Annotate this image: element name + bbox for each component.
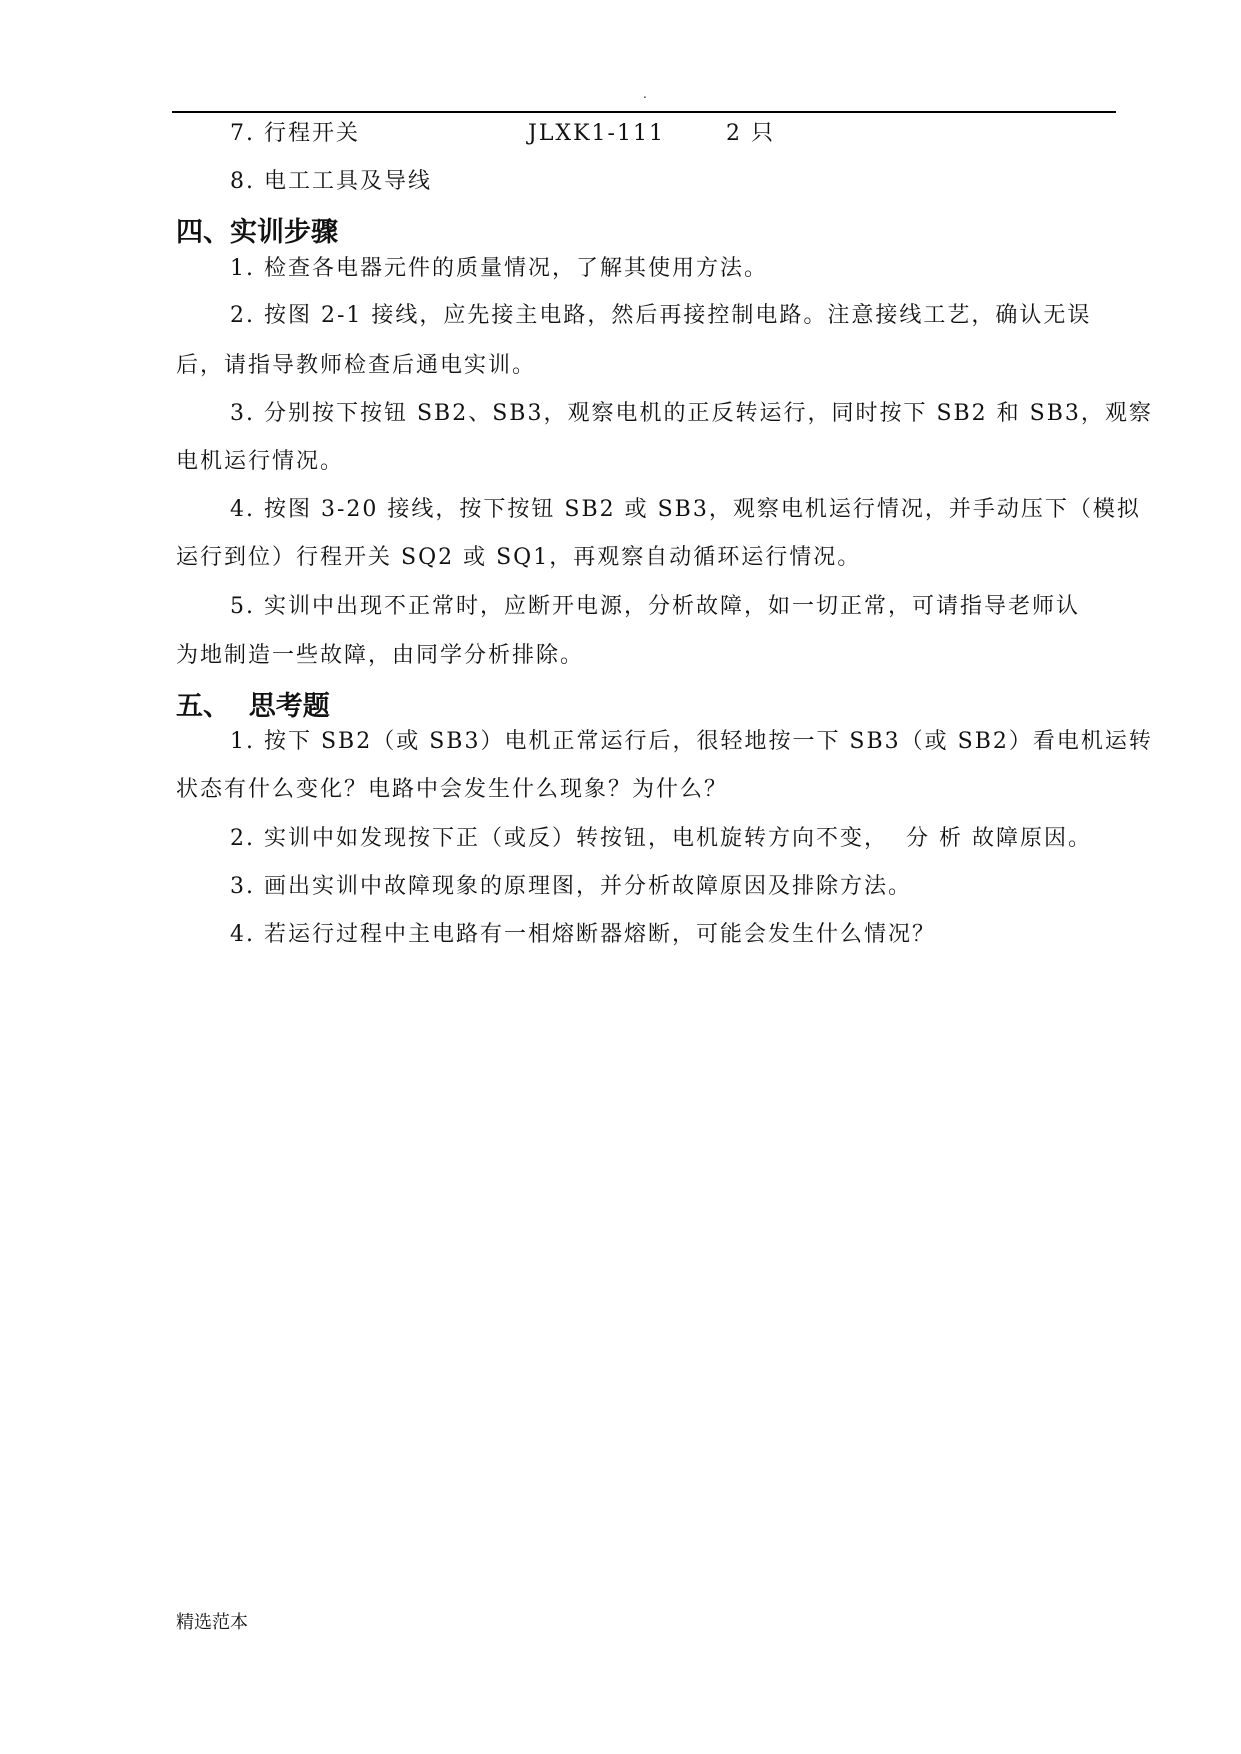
material-item-7-model: JLXK1-111 (528, 121, 665, 146)
material-item-7-name: 7. 行程开关 (230, 121, 360, 146)
question-line: 4. 若运行过程中主电路有一相熔断器熔断，可能会发生什么情况？ (230, 922, 936, 947)
header-dot: . (643, 87, 647, 101)
step-line: 5. 实训中出现不正常时，应断开电源，分析故障，如一切正常，可请指导老师认 (230, 594, 1080, 619)
step-line: 1. 检查各电器元件的质量情况，了解其使用方法。 (230, 256, 768, 281)
step-line: 运行到位）行程开关 SQ2 或 SQ1，再观察自动循环运行情况。 (176, 545, 862, 570)
question-line: 1. 按下 SB2（或 SB3）电机正常运行后，很轻地按一下 SB3（或 SB2）看电机运转 (230, 729, 1153, 754)
question-line: 状态有什么变化？电路中会发生什么现象？为什么？ (176, 777, 729, 802)
step-line: 4. 按图 3-20 接线，按下按钮 SB2 或 SB3，观察电机运行情况，并手动压下（模拟 (230, 497, 1141, 522)
footer-label: 精选范本 (176, 1612, 248, 1633)
question-line: 3. 画出实训中故障现象的原理图，并分析故障原因及排除方法。 (230, 874, 912, 899)
material-item-7-qty: 2 只 (726, 121, 775, 146)
step-line: 后，请指导教师检查后通电实训。 (176, 353, 537, 378)
step-line: 为地制造一些故障，由同学分析排除。 (176, 643, 585, 668)
section-title-questions: 五、 思考题 (176, 691, 330, 722)
material-item-8-name: 8. 电工工具及导线 (230, 169, 432, 194)
header-rule (172, 111, 1116, 113)
question-line: 2. 实训中如发现按下正（或反）转按钮，电机旋转方向不变， 分 析 故障原因。 (230, 826, 1092, 851)
section-title-steps: 四、实训步骤 (176, 217, 338, 248)
step-line: 2. 按图 2-1 接线，应先接主电路，然后再接控制电路。注意接线工艺，确认无误 (230, 303, 1092, 328)
step-line: 电机运行情况。 (176, 449, 345, 474)
step-line: 3. 分别按下按钮 SB2、SB3，观察电机的正反转运行，同时按下 SB2 和 SB3，观察 (230, 401, 1153, 426)
